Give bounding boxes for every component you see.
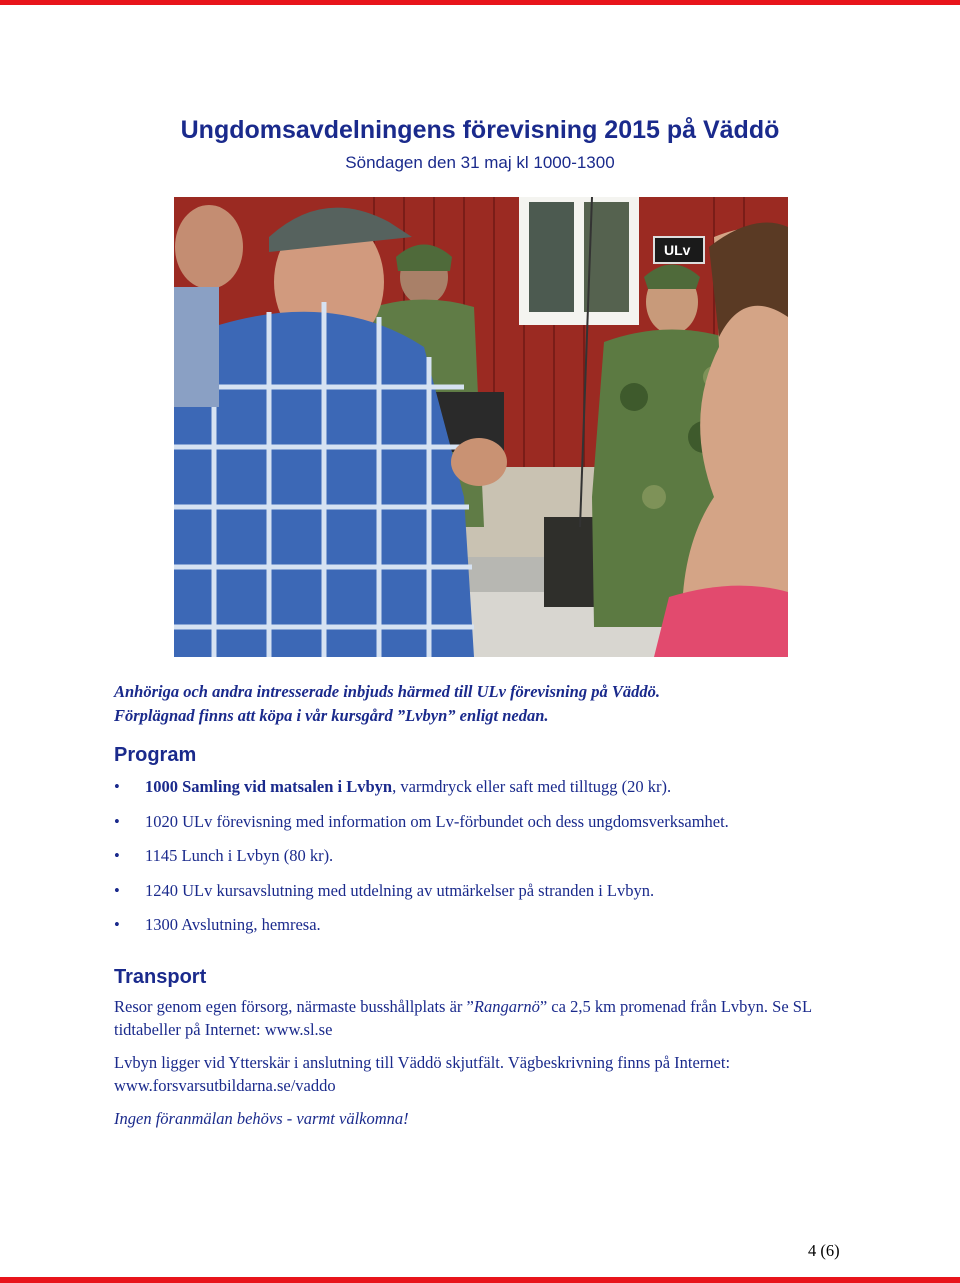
page-subtitle: Söndagen den 31 maj kl 1000-1300 bbox=[345, 153, 615, 172]
transport-paragraph-2 bbox=[114, 1051, 874, 1097]
bullet-icon: • bbox=[114, 846, 120, 865]
program-item bbox=[114, 912, 914, 947]
program-heading: Program bbox=[114, 744, 197, 766]
top-red-rule bbox=[0, 0, 960, 5]
bullet-icon: • bbox=[114, 915, 120, 934]
program-item-bold: 1000 Samling vid matsalen i Lvbyn bbox=[145, 777, 393, 796]
bullet-icon: • bbox=[114, 777, 120, 796]
bullet-icon: • bbox=[114, 811, 120, 831]
transport-heading: Transport bbox=[114, 966, 207, 988]
intro-text bbox=[114, 680, 874, 728]
program-item-text: 1020 ULv förevisning med information om Lv-förbundet och dess ungdomsverksamhet. bbox=[145, 811, 729, 831]
closing-text: Ingen föranmälan behövs - varmt välkomna! bbox=[114, 1109, 409, 1128]
program-item-text: 1145 Lunch i Lvbyn (80 kr). bbox=[145, 846, 334, 865]
ulv-sign-text: ULv bbox=[664, 242, 691, 258]
intro-line-1: Anhöriga och andra intresserade inbjuds härmed till ULv förevisning på Väddö. bbox=[114, 682, 660, 701]
event-photo bbox=[174, 197, 788, 657]
program-item-text: , varmdryck eller saft med tilltugg (20 kr). bbox=[392, 777, 672, 796]
bottom-red-rule bbox=[0, 1277, 960, 1283]
program-item bbox=[114, 878, 914, 913]
program-item-text: 1240 ULv kursavslutning med utdelning av utmärkelser på stranden i Lvbyn. bbox=[145, 880, 655, 900]
page-title: Ungdomsavdelningens förevisning 2015 på Väddö bbox=[180, 116, 780, 144]
transport-text: Lvbyn ligger vid Ytterskär i anslutning till Väddö skjutfält. Vägbeskrivning finns på Internet: bbox=[114, 1053, 731, 1072]
program-list bbox=[114, 774, 914, 947]
transport-text: Resor genom egen försorg, närmaste busshållplats är ” bbox=[114, 997, 474, 1016]
sl-link[interactable]: www.sl.se bbox=[264, 1020, 333, 1039]
forsvarsutbildarna-link[interactable]: www.forsvarsutbildarna.se/vaddo bbox=[114, 1076, 336, 1095]
transport-paragraph-1 bbox=[114, 995, 874, 1041]
program-item bbox=[114, 809, 914, 844]
program-item bbox=[114, 843, 914, 878]
place-name: Rangarnö bbox=[473, 997, 540, 1016]
intro-line-2: Förplägnad finns att köpa i vår kursgård ”Lvbyn” enligt nedan. bbox=[114, 706, 549, 725]
program-item-text: 1300 Avslutning, hemresa. bbox=[145, 915, 321, 934]
bullet-icon: • bbox=[114, 880, 120, 900]
page-number: 4 (6) bbox=[808, 1241, 840, 1260]
program-item bbox=[114, 774, 914, 809]
transport-text: ” ca 2,5 km promenad från Lvbyn. Se SL tidtabeller på Internet: bbox=[114, 997, 812, 1039]
